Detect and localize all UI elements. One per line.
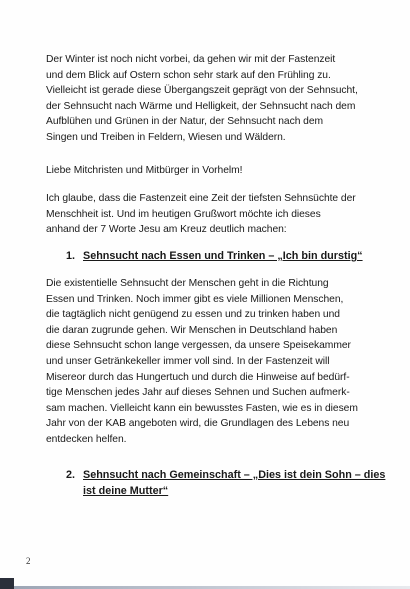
paragraph-line: entdecken helfen.	[46, 433, 127, 445]
paragraph-line: Die existentielle Sehnsucht der Menschen geht in die Richtung	[46, 278, 329, 289]
paragraph-line: tige Menschen jedes Jahr auf dieses Sehnen und Suchen aufmerk-	[46, 387, 350, 399]
section-number: 2.	[66, 469, 76, 481]
paragraph-line: Der Winter ist noch nicht vorbei, da gehen wir mit der Fastenzeit	[46, 54, 336, 65]
paragraph-line: Aufblühen und Grünen in der Natur, der Sehnsucht nach dem	[46, 116, 324, 128]
paragraph-line: und unser Getränkekeller immer voll sind. In der Fastenzeit will	[46, 355, 330, 367]
scan-corner	[0, 578, 14, 589]
paragraph-essen-trinken	[46, 276, 376, 448]
paragraph-line: der Sehnsucht nach Wärme und Helligkeit, der Sehnsucht nach dem	[46, 100, 356, 112]
paragraph-line: diese Sehnsucht schon lange vergessen, da unsere Speisekammer	[46, 340, 351, 352]
paragraph-line: die daran zugrunde gehen. Wir Menschen in Deutschland haben	[46, 324, 338, 336]
section-heading-1	[66, 248, 376, 264]
paragraph-line: Ich glaube, dass die Fastenzeit eine Zeit der tiefsten Sehnsüchte der	[46, 193, 356, 204]
paragraph-line: und dem Blick auf Ostern schon sehr stark auf den Frühling zu.	[46, 69, 331, 81]
paragraph-line: anhand der 7 Worte Jesu am Kreuz deutlich machen:	[46, 224, 287, 236]
paragraph-fastenzeit	[46, 191, 376, 238]
paragraph-line: Vielleicht ist gerade diese Übergangszeit geprägt von der Sehnsucht,	[46, 85, 358, 97]
paragraph-line: Jahr von der KAB angeboten wird, die Grundlagen des Lebens neu	[46, 418, 350, 430]
paragraph-line: Menschheit ist. Und im heutigen Grußwort möchte ich dieses	[46, 208, 321, 220]
paragraph-line: die tagtäglich nicht genügend zu essen und zu trinken haben und	[46, 309, 340, 321]
section-heading-2	[66, 467, 386, 499]
section-number: 1.	[66, 250, 76, 262]
paragraph-line: Misereor durch das Hungertuch und durch die Hinweise auf bedürf-	[46, 371, 350, 383]
section-title-line: Sehnsucht nach Gemeinschaft – „Dies ist dein Sohn – dies	[83, 469, 386, 481]
paragraph-line: sam machen. Vielleicht kann ein bewusstes Fasten, wie es in diesem	[46, 402, 358, 414]
paragraph-winter	[46, 52, 376, 146]
section-title-line: ist deine Mutter“	[83, 485, 169, 497]
paragraph-line: Singen und Treiben in Feldern, Wiesen und Wäldern.	[46, 131, 286, 143]
section-title: Sehnsucht nach Essen und Trinken – „Ich bin durstig“	[83, 250, 363, 262]
paragraph-line: Essen und Trinken. Noch immer gibt es viele Millionen Menschen,	[46, 293, 344, 305]
greeting	[46, 163, 376, 179]
greeting-line: Liebe Mitchristen und Mitbürger in Vorhelm!	[46, 165, 243, 176]
page-number: 2	[26, 556, 31, 566]
